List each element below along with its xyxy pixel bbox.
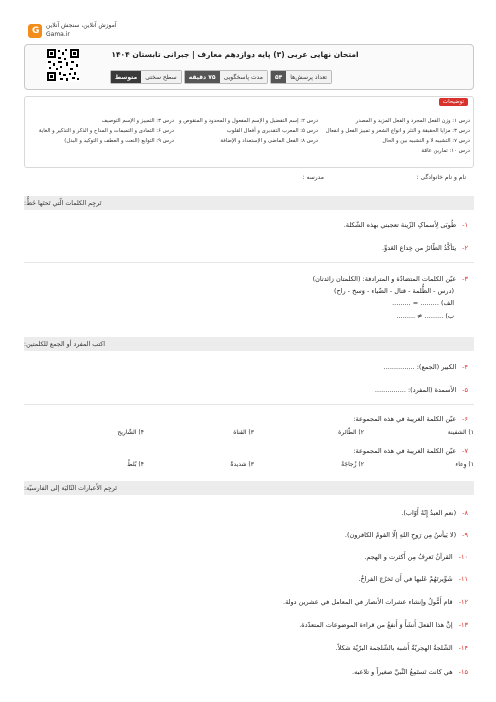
divider: [24, 262, 474, 263]
question-15: [24, 668, 474, 676]
option[interactable]: ۲) الطّائرة: [338, 429, 364, 436]
question-10: [24, 553, 474, 561]
lesson-item: درس ۶: التمادی و التمیمات و المداح و الذکر و التذکیر و الغایة: [38, 128, 174, 134]
section-header: اکتب المفرد أو الجمع للکلمتین:: [24, 337, 474, 351]
question-text: عیّن الکلمة الغریبة في هذه المجموعة:: [353, 415, 457, 423]
question-text: طُوبَی لِأسماکِ الزّینة تعجبني بهذه الشّکلة.: [343, 221, 457, 229]
question-text: الأسمدة (المفرد): ...............: [374, 386, 457, 394]
chip-label: مدت پاسخگویی: [220, 71, 267, 83]
question-3-a: الف) ......... = .........: [392, 299, 454, 307]
chip-label: تعداد پرسش‌ها: [286, 71, 331, 83]
question-4: [24, 363, 474, 371]
question-number: ۷-: [462, 447, 468, 455]
option[interactable]: ۴) بُلطٌ: [127, 461, 144, 468]
chip-value: متوسط: [111, 71, 141, 83]
question-3-b: ب) ......... ≠ .........: [396, 312, 454, 320]
option[interactable]: ۱) وِعاء: [455, 461, 474, 468]
question-text: قام أَمُّولُ وإنشاء عشرات الأنصار في المعامل في عشرین دولة.: [283, 598, 453, 606]
option[interactable]: ۳) شدیدةٌ: [230, 461, 254, 468]
question-text: عیّن الکلمة الغریبة في هذه المجموعة:: [353, 447, 457, 455]
site-url[interactable]: Gama.ir: [46, 31, 70, 38]
question-text: (لا يَيأسُ مِن رَوحِ اللهِ إلّا القومُ الکافرون).: [344, 531, 457, 539]
question-number: ۳-: [462, 275, 468, 283]
lesson-item: درس ۵: المعرب التقدیری و أفعال القلوب: [226, 128, 318, 134]
lesson-item: درس ۳: التمییز و الإسم التوصیف: [101, 118, 174, 124]
question-text: يتَأكَّدُ الطّائرُ من خِداع العَدوِّ.: [382, 244, 457, 252]
divider: [24, 404, 474, 405]
option[interactable]: ۴) الشّاریح: [117, 429, 144, 436]
student-name-label: نام و نام خانوادگی :: [416, 174, 466, 181]
lesson-item: درس ۲: إسم التفضیل و الإسم المفعول و المحدود و المنقوص و: [178, 118, 318, 124]
question-11: [24, 575, 474, 583]
lesson-item: درس ۸: الفعل الماضی و الإستعداد و الإضافة: [220, 138, 318, 144]
question-7: [24, 447, 474, 455]
question-text: إنَّ هذا الفعلَ أَنشَأَ وَ أَنفعُ من قراءة الموضوعات المتعدّدة.: [299, 621, 453, 629]
qr-code-icon: [46, 48, 80, 82]
question-9: [24, 531, 474, 539]
question-number: ۱۱-: [458, 575, 468, 583]
question-6: [24, 415, 474, 423]
question-8: [24, 509, 474, 517]
question-text: القرآنُ تَعرِفُ مِن أَکثرت و الهجم.: [364, 553, 453, 561]
question-number: ۱۳-: [458, 621, 468, 629]
question-number: ۲-: [462, 244, 468, 252]
section-header: تَرجِم الکلمات الّتي تَحتَها خَطٌّ:: [24, 196, 474, 210]
question-3-words: (درس - الظُّلمة - قتال - الضّیاء - وَسخ - راح): [333, 287, 454, 295]
section-header: تَرجِم الأَعبارات التّالیَة إلی الفارسیّة:: [24, 481, 474, 495]
difficulty-chip: [110, 70, 182, 84]
lesson-item: درس ۳: مزایا الحقیقة و النثر و انواع الشعر و تمییز الفعل و انفعال: [325, 128, 470, 134]
school-label: مدرسه :: [302, 174, 324, 181]
chip-value: ۵۴: [271, 71, 286, 83]
top-bar: [0, 0, 496, 40]
question-14: [24, 644, 474, 652]
lesson-item: درس ۷: التشبیه لا و التشبیه بین و الحال: [382, 138, 470, 144]
lesson-item: درس ۱۰: تمارین عامّة: [421, 148, 470, 154]
question-count-chip: [270, 70, 332, 84]
site-name: آموزش آنلاین، سنجش آنلاین: [46, 22, 117, 29]
question-3: [24, 275, 474, 283]
question-text: الشّلجةُ الهجریّةُ أَشبه بالشّلجمة البرّیّة شکلاً.: [335, 644, 453, 652]
question-number: ۱۵-: [458, 668, 468, 676]
question-1: [24, 221, 474, 229]
duration-chip: [184, 70, 268, 84]
question-number: ۸-: [462, 509, 468, 517]
question-13: [24, 621, 474, 629]
question-number: ۱۰-: [458, 553, 468, 561]
student-info-row: [24, 172, 474, 186]
question-text: عیّن الکلمات المتضادّة و المترادفة: (الکلمتان زائدتان): [312, 275, 457, 283]
question-2: [24, 244, 474, 252]
lesson-item: درس ۱: وزن الفعل المجرد و الفعل المزید و المصدر: [355, 118, 470, 124]
question-text: هي کانت تَستَمِعُ النَّبيَّ صغیراً و تلاعبه.: [352, 668, 453, 676]
logo-letter: G: [32, 26, 40, 36]
question-number: ۹-: [462, 531, 468, 539]
chip-label: سطح سختی: [141, 71, 180, 83]
question-5: [24, 386, 474, 394]
exam-info-chips: [110, 70, 332, 84]
lesson-item: درس ۹: التوابع (النعت و العطف و التوکید و البدل): [64, 138, 174, 144]
option[interactable]: ۱) الشفینة: [447, 429, 474, 436]
question-number: ۴-: [462, 363, 468, 371]
question-number: ۵-: [462, 386, 468, 394]
notes-tag: توضیحات: [439, 98, 468, 106]
exam-title: امتحان نهایی عربی (۳) پایه دوازدهم معارف | جبرانی تابستان ۱۴۰۴: [111, 50, 359, 59]
question-number: ۶-: [462, 415, 468, 423]
chip-value: ۷۵ دقیقه: [185, 71, 220, 83]
option[interactable]: ۳) القناة: [233, 429, 254, 436]
question-12: [24, 598, 474, 606]
option[interactable]: ۲) زُجاجَةٌ: [341, 461, 364, 468]
question-text: الکبیر (الجمع): ...............: [383, 363, 457, 371]
question-text: (نعم العبدُ إِنّهُ أَوّاب).: [401, 509, 457, 517]
question-number: ۱۲-: [458, 598, 468, 606]
question-text: شَوِّیرتَهُمْ عَلیها في أَن تَخرُجَ الفراخُ.: [358, 575, 453, 583]
question-number: ۱۴-: [458, 644, 468, 652]
question-number: ۱-: [462, 221, 468, 229]
